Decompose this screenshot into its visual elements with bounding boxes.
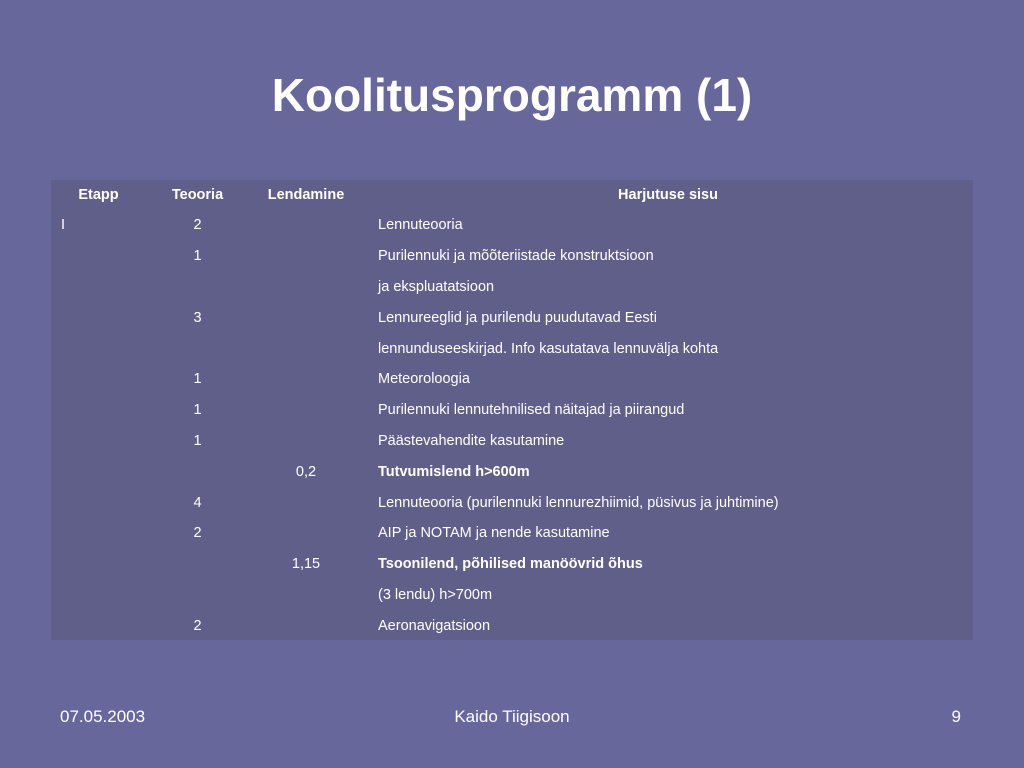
cell-lendamine <box>249 610 363 641</box>
cell-harjutuse-sisu: AIP ja NOTAM ja nende kasutamine <box>378 525 610 542</box>
cell-lendamine <box>249 302 363 333</box>
cell-lendamine <box>249 364 363 395</box>
cell-etapp <box>51 518 146 549</box>
cell-lendamine <box>249 426 363 457</box>
cell-teooria: 4 <box>193 494 202 511</box>
footer-date: 07.05.2003 <box>60 707 146 726</box>
footer-page-number: 9 <box>951 707 961 726</box>
table-row <box>51 302 973 333</box>
cell-teooria <box>146 456 249 487</box>
cell-teooria: 1 <box>193 371 202 388</box>
cell-harjutuse-sisu: Aeronavigatsioon <box>378 617 491 634</box>
cell-lendamine <box>249 487 363 518</box>
cell-harjutuse-sisu: Päästevahendite kasutamine <box>378 432 565 449</box>
table-row <box>51 456 973 487</box>
cell-etapp <box>51 610 146 641</box>
cell-etapp <box>51 395 146 426</box>
training-program-table <box>51 180 973 640</box>
table-row <box>51 241 973 272</box>
cell-lendamine <box>249 210 363 241</box>
cell-lendamine <box>249 241 363 272</box>
table-header-row <box>51 180 973 210</box>
cell-teooria: 3 <box>193 309 202 326</box>
cell-teooria: 2 <box>193 217 202 234</box>
cell-teooria: 2 <box>193 525 202 542</box>
cell-etapp <box>51 456 146 487</box>
table-row <box>51 580 973 611</box>
cell-etapp: I <box>61 217 66 234</box>
cell-etapp <box>51 364 146 395</box>
cell-lendamine <box>249 580 363 611</box>
header-etapp: Etapp <box>78 187 119 203</box>
cell-lendamine <box>249 272 363 303</box>
cell-teooria <box>146 580 249 611</box>
table-row <box>51 426 973 457</box>
table-row <box>51 487 973 518</box>
cell-teooria: 2 <box>193 617 202 634</box>
table-body <box>51 210 973 641</box>
footer-author: Kaido Tiigisoon <box>454 707 570 726</box>
cell-teooria: 1 <box>193 402 202 419</box>
cell-harjutuse-sisu: ja ekspluatatsioon <box>378 278 495 295</box>
cell-etapp <box>51 580 146 611</box>
cell-harjutuse-sisu: lennunduseeskirjad. Info kasutatava lennuvälja kohta <box>378 340 719 357</box>
cell-harjutuse-sisu: (3 lendu) h>700m <box>378 586 493 603</box>
cell-etapp <box>51 333 146 364</box>
cell-etapp <box>51 302 146 333</box>
cell-harjutuse-sisu: Purilennuki ja mõõteriistade konstruktsioon <box>378 248 654 265</box>
cell-teooria: 1 <box>193 432 202 449</box>
cell-etapp <box>51 549 146 580</box>
slide-title: Koolitusprogramm (1) <box>271 69 753 121</box>
cell-etapp <box>51 487 146 518</box>
table-row <box>51 272 973 303</box>
cell-lendamine: 1,15 <box>291 556 321 573</box>
cell-harjutuse-sisu: Tsoonilend, põhilised manöövrid õhus <box>378 556 643 573</box>
cell-lendamine <box>249 333 363 364</box>
cell-teooria: 1 <box>193 248 202 265</box>
table-row <box>51 333 973 364</box>
cell-etapp <box>51 426 146 457</box>
cell-etapp <box>51 272 146 303</box>
table-row <box>51 610 973 641</box>
header-teooria: Teooria <box>171 187 224 203</box>
table-row <box>51 364 973 395</box>
cell-etapp <box>51 241 146 272</box>
cell-harjutuse-sisu: Meteoroloogia <box>378 371 470 388</box>
table-row <box>51 518 973 549</box>
cell-teooria <box>146 333 249 364</box>
program-table <box>51 180 973 641</box>
header-lendamine: Lendamine <box>267 187 345 203</box>
cell-lendamine <box>249 395 363 426</box>
header-harjutuse-sisu: Harjutuse sisu <box>618 187 718 203</box>
cell-harjutuse-sisu: Lennureeglid ja purilendu puudutavad Eesti <box>378 309 657 326</box>
cell-harjutuse-sisu: Lennuteooria <box>378 217 463 234</box>
table-row <box>51 549 973 580</box>
cell-teooria <box>146 272 249 303</box>
table-row <box>51 395 973 426</box>
cell-lendamine <box>249 518 363 549</box>
cell-harjutuse-sisu: Tutvumislend h>600m <box>378 463 530 480</box>
cell-lendamine: 0,2 <box>295 463 317 480</box>
cell-harjutuse-sisu: Lennuteooria (purilennuki lennurezhiimid, püsivus ja juhtimine) <box>378 494 779 511</box>
cell-teooria <box>146 549 249 580</box>
table-row <box>51 210 973 241</box>
cell-harjutuse-sisu: Purilennuki lennutehnilised näitajad ja piirangud <box>378 402 685 419</box>
